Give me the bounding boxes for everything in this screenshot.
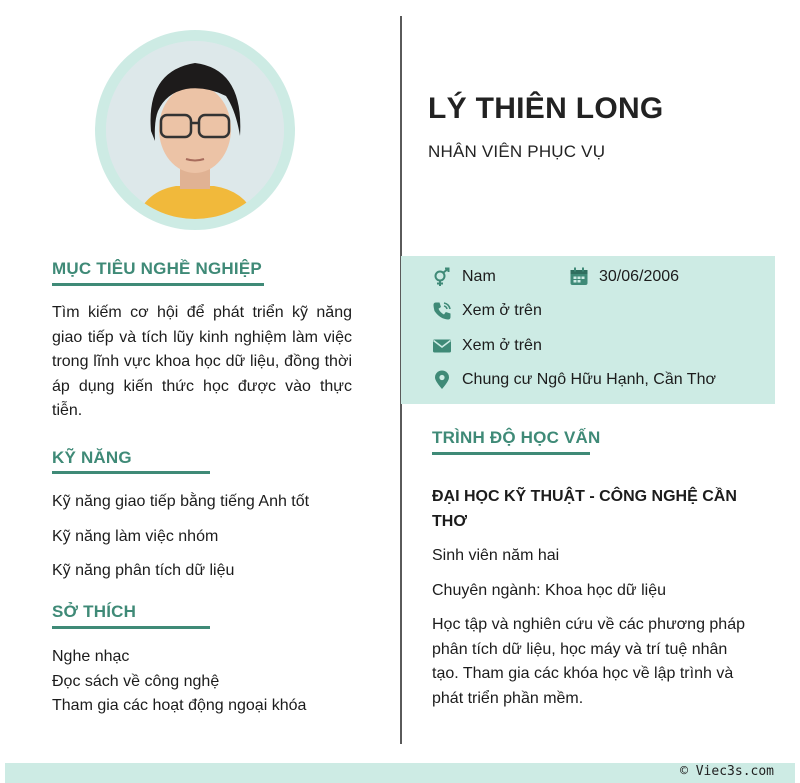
- education-heading-rule: [432, 452, 590, 455]
- phone-value: Xem ở trên: [462, 302, 542, 319]
- education-heading: TRÌNH ĐỘ HỌC VẤN: [432, 428, 601, 447]
- hobby-item: Nghe nhạc: [52, 648, 130, 665]
- contact-address: [432, 370, 716, 390]
- education-year: Sinh viên năm hai: [432, 547, 560, 564]
- footer-watermark: © Viec3s.com: [680, 764, 774, 779]
- hobby-item: Đọc sách về công nghệ: [52, 673, 220, 690]
- contact-phone: [432, 301, 542, 321]
- objective-text: Tìm kiếm cơ hội để phát triển kỹ năng giao tiếp và tích lũy kinh nghiệm làm việc trong lĩnh vực khoa học dữ liệu, đồng thời áp dụng kiến thức học được vào thực tiễn.: [52, 304, 352, 419]
- footer-bar: [5, 763, 795, 783]
- hobbies-heading: SỞ THÍCH: [52, 602, 137, 621]
- map-pin-icon: [432, 370, 452, 390]
- education-school: ĐẠI HỌC KỸ THUẬT - CÔNG NGHỆ CẦN THƠ: [432, 488, 737, 530]
- contact-gender: [432, 267, 496, 287]
- candidate-name: LÝ THIÊN LONG: [428, 92, 664, 125]
- skill-item: Kỹ năng giao tiếp bằng tiếng Anh tốt: [52, 493, 310, 510]
- envelope-icon: [432, 336, 452, 356]
- contact-birthday: [569, 267, 679, 287]
- footer: [0, 760, 800, 783]
- hobbies-heading-rule: [52, 626, 210, 629]
- birthday-value: 30/06/2006: [599, 268, 680, 285]
- address-value: Chung cư Ngô Hữu Hạnh, Cần Thơ: [462, 371, 716, 388]
- skill-item: Kỹ năng làm việc nhóm: [52, 528, 219, 545]
- skills-heading-rule: [52, 471, 210, 474]
- avatar: [106, 41, 284, 219]
- gender-icon: [432, 267, 452, 287]
- objective-heading-rule: [52, 283, 264, 286]
- education-description: Học tập và nghiên cứu về các phương pháp phân tích dữ liệu, học máy và trí tuệ nhân tạo. Tham gia các khóa học về lập trình và phát triển phần mềm.: [432, 616, 745, 707]
- skill-item: Kỹ năng phân tích dữ liệu: [52, 562, 235, 579]
- email-value: Xem ở trên: [462, 337, 542, 354]
- candidate-title: NHÂN VIÊN PHỤC VỤ: [428, 142, 606, 161]
- hobby-item: Tham gia các hoạt động ngoại khóa: [52, 697, 307, 714]
- gender-value: Nam: [462, 268, 496, 285]
- contact-email: [432, 336, 542, 356]
- phone-icon: [432, 301, 452, 321]
- objective-heading: MỤC TIÊU NGHỀ NGHIỆP: [52, 259, 262, 278]
- calendar-icon: [569, 267, 589, 287]
- skills-heading: KỸ NĂNG: [52, 448, 132, 467]
- avatar-photo: [106, 41, 284, 219]
- education-major: Chuyên ngành: Khoa học dữ liệu: [432, 582, 666, 599]
